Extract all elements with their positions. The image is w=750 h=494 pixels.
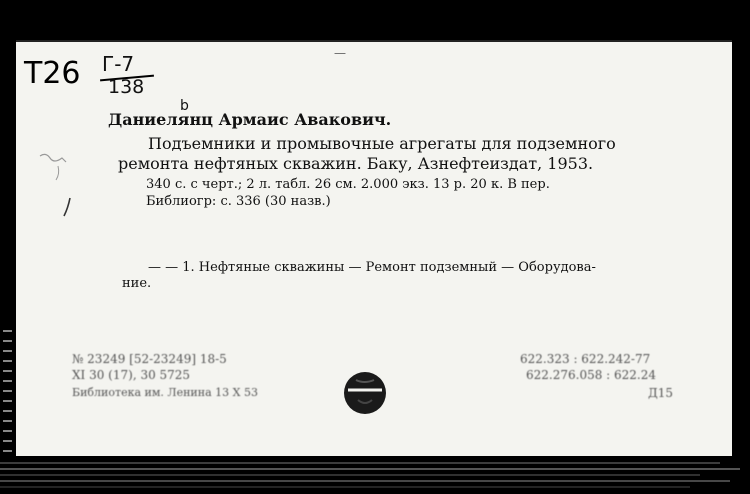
card-number: № 23249 [52-23249] 18-5 (72, 352, 227, 366)
title-line-2: ремонта нефтяных скважин. Баку, Азнефтеиздат, 1953. (118, 154, 594, 173)
bibliography-note: Библиогр: с. 336 (30 назв.) (146, 194, 331, 209)
left-scan-border (0, 40, 16, 456)
top-mark: — (334, 46, 346, 60)
library-stamp (342, 370, 388, 416)
library-imprint: Библиотека им. Ленина 13 X 53 (72, 386, 258, 399)
author-mark: Д15 (648, 386, 674, 400)
title-line-1: Подъемники и промывочные агрегаты для подземного (148, 134, 616, 153)
subject-heading-line-2: ние. (122, 276, 152, 291)
udc-classification-2: 622.276.058 : 622.24 (526, 368, 657, 382)
shelf-mark-top: Г-7 (102, 52, 135, 76)
call-number: Т26 (24, 56, 81, 91)
card-code: XI 30 (17), 30 5725 (72, 368, 191, 382)
subject-heading-line-1: — — 1. Нефтяные скважины — Ремонт подземный — Оборудова- (148, 260, 596, 275)
handwritten-scribble (36, 142, 76, 222)
bottom-scan-border (0, 456, 750, 494)
catalog-card (16, 40, 732, 458)
physical-description: 340 с. с черт.; 2 л. табл. 26 см. 2.000 экз. 13 р. 20 к. В пер. (146, 177, 550, 192)
udc-classification: 622.323 : 622.242-77 (520, 352, 651, 366)
handwritten-mark: b (180, 98, 189, 114)
shelf-mark-bottom: 138 (108, 76, 145, 98)
author-heading: Даниелянц Армаис Авакович. (108, 110, 392, 129)
